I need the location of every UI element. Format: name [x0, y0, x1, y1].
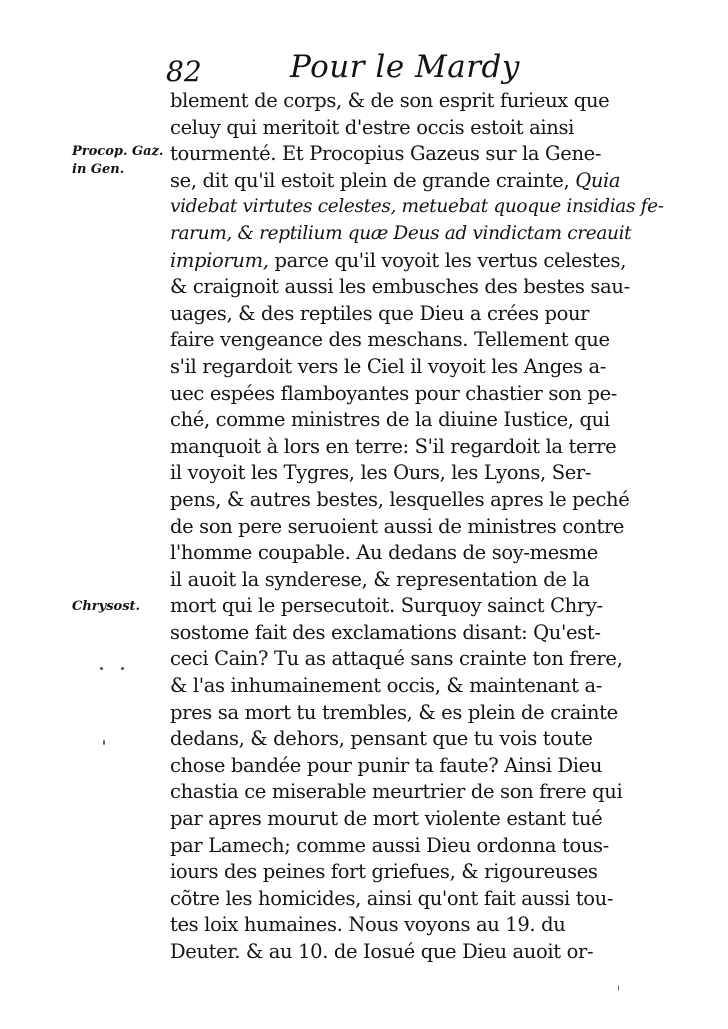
text-line: [170, 168, 621, 195]
text-line: chose bandée pour punir ta faute? Ainsi Dieu: [170, 753, 603, 777]
marginal-note-chrysostom: [72, 598, 140, 616]
text-line: par Lamech; comme aussi Dieu ordonna tous-: [170, 833, 609, 857]
text-fragment: se, dit qu'il estoit plein de grande crainte,: [170, 168, 570, 192]
latin-quote-fragment: impiorum,: [170, 248, 269, 272]
ink-speck: [103, 740, 105, 745]
text-line: blement de corps, & de son esprit furieux que: [170, 89, 610, 112]
text-line: l'homme coupable. Au dedans de soy-mesme: [170, 541, 598, 565]
text-line: il voyoit les Tygres, les Ours, les Lyons, Ser-: [170, 461, 592, 485]
text-line: pens, & autres bestes, lesquelles apres le peché: [170, 487, 630, 511]
body-text: [170, 88, 664, 966]
marginal-note-procopius: [72, 143, 163, 179]
text-line: cõtre les homicides, ainsi qu'ont fait aussi tou-: [170, 886, 614, 910]
latin-quote-line: videbat virtutes celestes, metuebat quoque insidias fe-: [170, 196, 664, 218]
ink-speck: [618, 985, 619, 991]
text-line: & craignoit aussi les embusches des bestes sau-: [170, 275, 630, 299]
text-line: il auoit la synderese, & representation de la: [170, 567, 590, 591]
latin-quote-line: rarum, & reptilium quæ Deus ad vindictam creauit: [170, 222, 632, 244]
text-line: s'il regardoit vers le Ciel il voyoit les Anges a-: [170, 354, 607, 378]
text-line: uec espées flamboyantes pour chastier son pe-: [170, 381, 618, 405]
marginal-note-line: Chrysost.: [72, 599, 141, 614]
ink-speck: [100, 667, 103, 670]
text-line: tes loix humaines. Nous voyons au 19. du: [170, 913, 566, 937]
running-title: Pour le Mardy: [290, 49, 520, 85]
text-line: Deuter. & au 10. de Iosué que Dieu auoit or-: [170, 940, 594, 963]
text-line: mort qui le persecutoit. Surquoy sainct Chry-: [170, 594, 603, 618]
text-line: ché, comme ministres de la diuine Iustice, qui: [170, 408, 610, 432]
text-line: [170, 248, 627, 275]
text-line: pres sa mort tu trembles, & es plein de crainte: [170, 700, 618, 724]
text-line: & l'as inhumainement occis, & maintenant a-: [170, 674, 602, 698]
text-line: par apres mourut de mort violente estant tué: [170, 807, 603, 831]
page-number: 82: [166, 55, 202, 88]
text-line: uages, & des reptiles que Dieu a crées pour: [170, 301, 590, 325]
text-line: tourmenté. Et Procopius Gazeus sur la Gene-: [170, 142, 602, 166]
text-fragment: parce qu'il voyoit les vertus celestes,: [274, 248, 627, 272]
text-line: dedans, & dehors, pensant que tu vois toute: [170, 727, 593, 751]
text-line: iours des peines fort griefues, & rigoureuses: [170, 860, 598, 884]
marginal-note-line: in Gen.: [72, 162, 125, 177]
text-line: ceci Cain? Tu as attaqué sans crainte ton frere,: [170, 647, 623, 671]
text-line: faire vengeance des meschans. Tellement que: [170, 328, 610, 352]
text-line: celuy qui meritoit d'estre occis estoit ainsi: [170, 115, 575, 139]
ink-speck: [121, 667, 124, 670]
text-line: chastia ce miserable meurtrier de son frere qui: [170, 780, 623, 804]
latin-quote-fragment: Quia: [575, 168, 621, 192]
text-line: de son pere seruoient aussi de ministres contre: [170, 514, 625, 538]
marginal-note-line: Procop. Gaz.: [72, 144, 164, 159]
text-line: manquoit à lors en terre: S'il regardoit la terre: [170, 434, 617, 458]
text-line: sostome fait des exclamations disant: Qu'est-: [170, 620, 601, 644]
